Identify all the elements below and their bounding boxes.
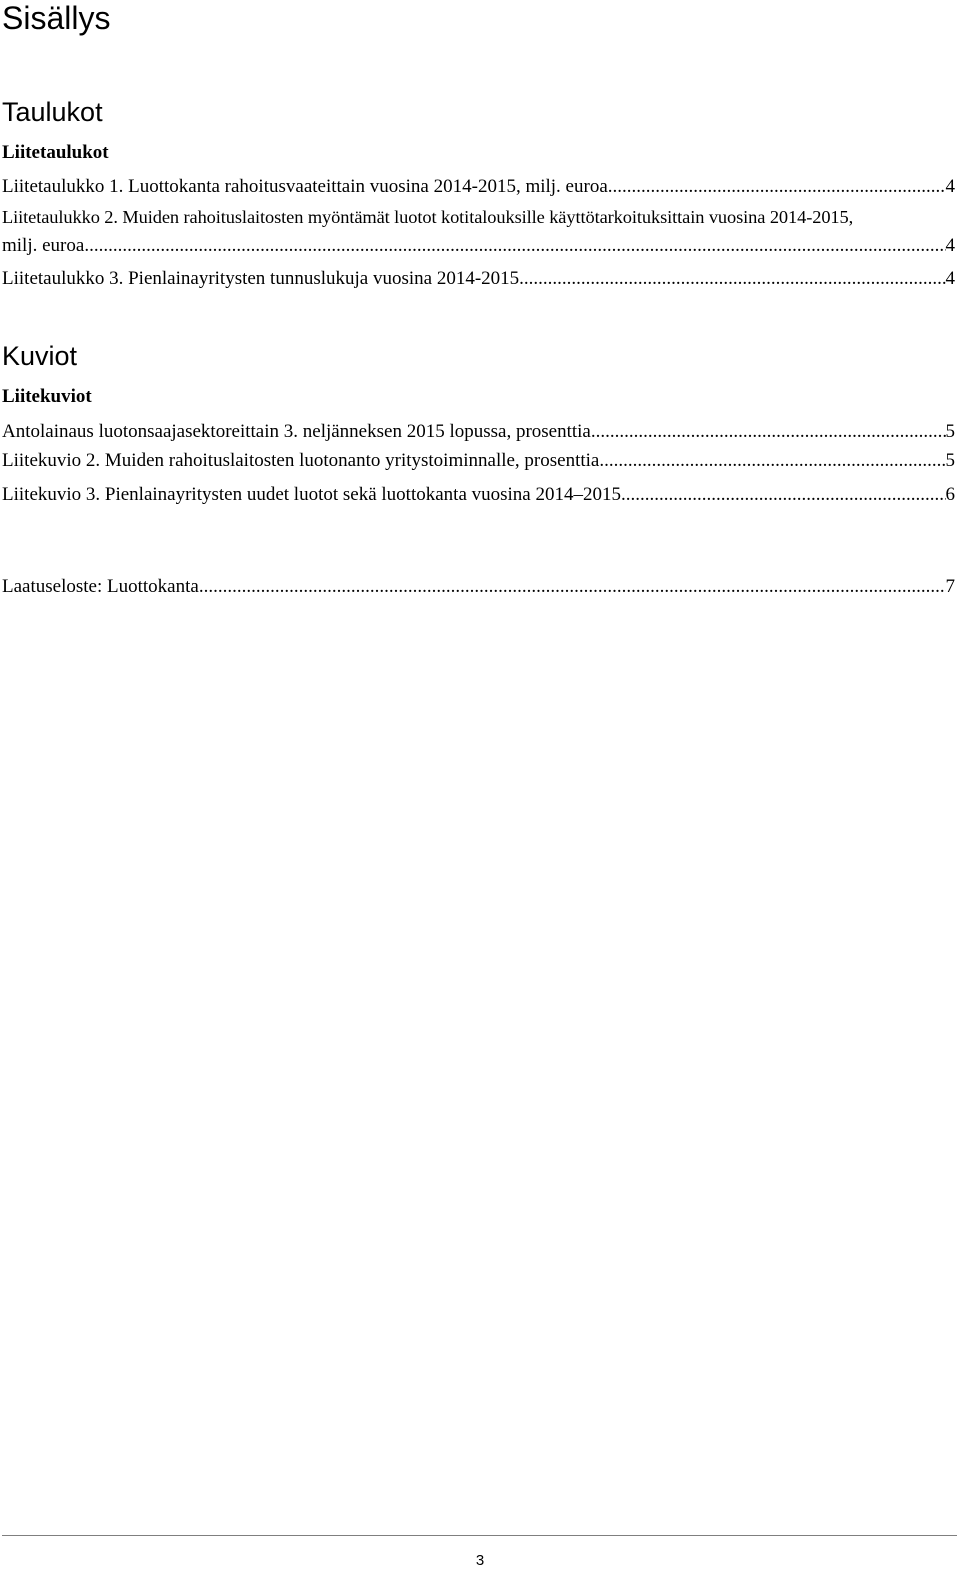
toc-entry-table-1[interactable] [2,176,955,206]
toc-entry-text: Liitetaulukko 3. Pienlainayritysten tunnuslukuja vuosina 2014-2015 [2,268,520,289]
toc-entry-text: Liitekuvio 2. Muiden rahoituslaitosten luotonanto yritystoiminnalle, prosenttia [2,450,600,471]
toc-dot-leader [591,421,946,443]
toc-entry-figure-1[interactable] [2,421,955,450]
toc-dot-leader [599,450,945,472]
toc-entry-text: Liitetaulukko 1. Luottokanta rahoitusvaateittain vuosina 2014-2015, milj. euroa [2,176,608,197]
toc-dot-leader [519,268,945,290]
toc-entry-figure-3[interactable] [2,484,955,514]
toc-quality-list [2,576,955,606]
toc-entry-text: Antolainaus luotonsaajasektoreittain 3. neljänneksen 2015 lopussa, prosenttia [2,421,591,442]
toc-page-number: 4 [945,235,955,256]
toc-dot-leader [621,484,946,506]
toc-dot-leader [84,235,945,257]
toc-page-number: 7 [945,576,955,597]
toc-entry-text: Laatuseloste: Luottokanta [2,576,199,597]
toc-entry-table-3[interactable] [2,268,955,298]
toc-entry-figure-2[interactable] [2,450,955,484]
toc-dot-leader [608,176,946,198]
footer-divider [2,1535,957,1536]
toc-page-number: 4 [945,176,955,197]
toc-dot-leader [199,576,946,598]
section-heading-figures: Kuviot [2,341,78,371]
toc-figures-list [2,421,955,514]
section-heading-tables: Taulukot [2,97,103,127]
toc-page-number: 5 [945,421,955,442]
toc-entry-text: Liitekuvio 3. Pienlainayritysten uudet luotot sekä luottokanta vuosina 2014–2015 [2,484,621,505]
toc-entry-quality-description[interactable] [2,576,955,606]
toc-entry-text-line1: Liitetaulukko 2. Muiden rahoituslaitosten myöntämät luotot kotitalouksille käyttötarkoituksittain vuosina 2014-2015, [2,207,854,227]
footer-page-number: 3 [475,1552,485,1569]
subheading-appendix-tables: Liitetaulukot [2,142,109,163]
toc-page-number: 4 [945,268,955,289]
toc-page-number: 6 [945,484,955,505]
toc-entry-text: milj. euroa [2,235,85,256]
page-title: Sisällys [2,0,111,36]
subheading-appendix-figures: Liitekuviot [2,386,92,407]
toc-tables-list [2,176,955,298]
toc-page-number: 5 [945,450,955,471]
toc-entry-table-2[interactable] [2,206,955,268]
